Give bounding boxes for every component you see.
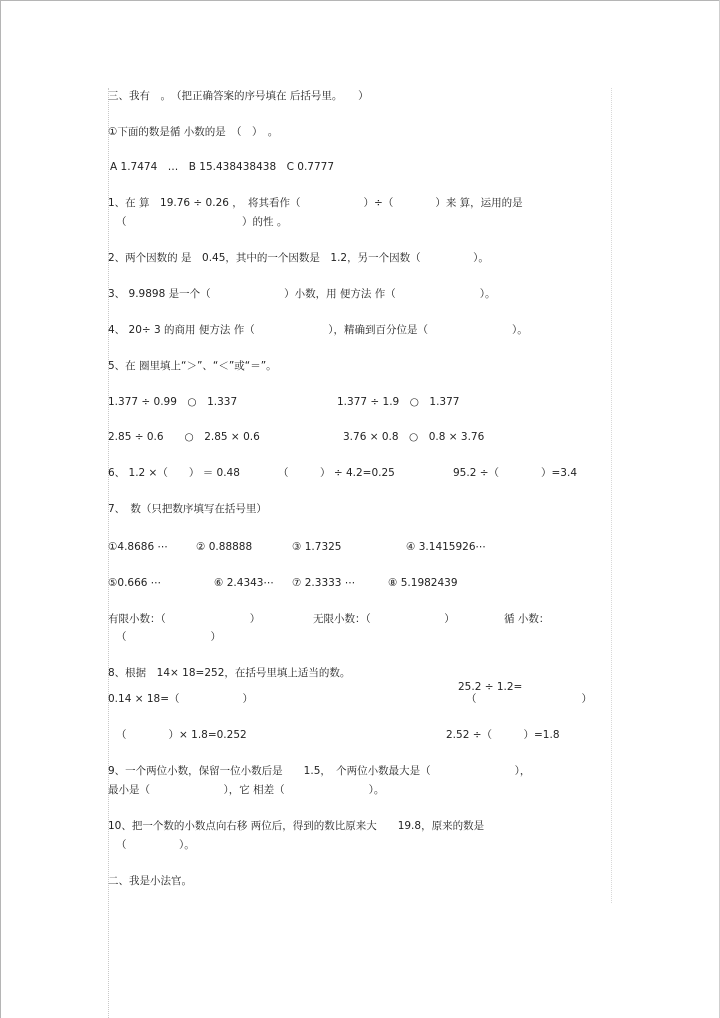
finite-decimals-answer: 有限小数：（ ） — [108, 613, 261, 625]
number-4: ④ 3.1415926⋯ — [406, 541, 487, 553]
question-8: 8、根据 14× 18=252，在括号里填上适当的数。 — [108, 667, 351, 679]
compare-row-1-right: 1.377 ÷ 1.9 ○ 1.377 — [337, 396, 460, 408]
number-1: ①4.8686 ⋯ — [108, 541, 168, 553]
number-5: ⑤0.666 ⋯ — [108, 577, 162, 589]
question-1-line-2: （ ）的性 。 — [116, 216, 288, 228]
question-8-part-d: 2.52 ÷（ ）=1.8 — [446, 729, 560, 741]
page-left-edge — [0, 0, 1, 1018]
section-two-title: 二、我是小法官。 — [108, 875, 192, 887]
question-1-line-1: 1、在 算 19.76 ÷ 0.26 ， 将其看作（ ）÷（ ）来 算，运用的是 — [108, 197, 523, 209]
number-8: ⑧ 5.1982439 — [388, 577, 458, 589]
question-8-part-c: （ ）× 1.8=0.252 — [116, 729, 247, 741]
section-three-title: 三、我有 。 （把正确答案的序号填在 后括号里。 ） — [108, 90, 369, 102]
question-7: 7、 数（只把数序填写在括号里） — [108, 503, 267, 515]
question-3: 3、 9.9898 是一个（ ）小数，用 便方法 作（ ）。 — [108, 288, 496, 300]
number-7: ⑦ 2.3333 ⋯ — [292, 577, 356, 589]
question-9-line-2: 最小是（ ），它 相差（ ）。 — [108, 784, 385, 796]
recurring-decimals-label: 循 小数： — [504, 613, 550, 625]
question-6-part-c: 95.2 ÷（ ）=3.4 — [453, 467, 578, 479]
question-8-part-b-blank: （ ） — [466, 693, 592, 705]
question-2: 2、两个因数的 是 0.45，其中的一个因数是 1.2，另一个因数（ ）。 — [108, 252, 489, 264]
question-10-line-2: （ ）。 — [116, 839, 195, 851]
question-recurring-options: A 1.7474 … B 15.438438438 C 0.7777 — [110, 161, 335, 173]
question-recurring-choice: ①下面的数是循 小数的是 （ ） 。 — [108, 126, 279, 138]
number-2: ② 0.88888 — [196, 541, 253, 553]
question-5: 5、在 圈里填上“＞”、“＜”或“＝”。 — [108, 360, 277, 372]
page-top-edge — [0, 0, 720, 1]
recurring-decimals-answer: （ ） — [116, 631, 221, 643]
compare-row-2-right: 3.76 × 0.8 ○ 0.8 × 3.76 — [343, 431, 485, 443]
compare-row-1-left: 1.377 ÷ 0.99 ○ 1.337 — [108, 396, 238, 408]
question-6-part-b: （ ） ÷ 4.2=0.25 — [278, 467, 395, 479]
content-right-border — [611, 88, 612, 903]
number-6: ⑥ 2.4343⋯ — [214, 577, 274, 589]
question-8-part-b: 25.2 ÷ 1.2= — [458, 681, 523, 693]
number-3: ③ 1.7325 — [292, 541, 342, 553]
question-10-line-1: 10、把一个数的小数点向右移 两位后，得到的数比原来大 19.8，原来的数是 — [108, 820, 485, 832]
infinite-decimals-answer: 无限小数：（ ） — [313, 613, 455, 625]
question-9-line-1: 9、一个两位小数，保留一位小数后是 1.5， 个两位小数最大是（ ）， — [108, 765, 531, 777]
question-8-part-a: 0.14 × 18=（ ） — [108, 693, 254, 705]
compare-row-2-left: 2.85 ÷ 0.6 ○ 2.85 × 0.6 — [108, 431, 260, 443]
question-6-part-a: 6、 1.2 ×（ ） ＝ 0.48 — [108, 467, 240, 479]
question-4: 4、 20÷ 3 的商用 便方法 作（ ），精确到百分位是（ ）。 — [108, 324, 528, 336]
